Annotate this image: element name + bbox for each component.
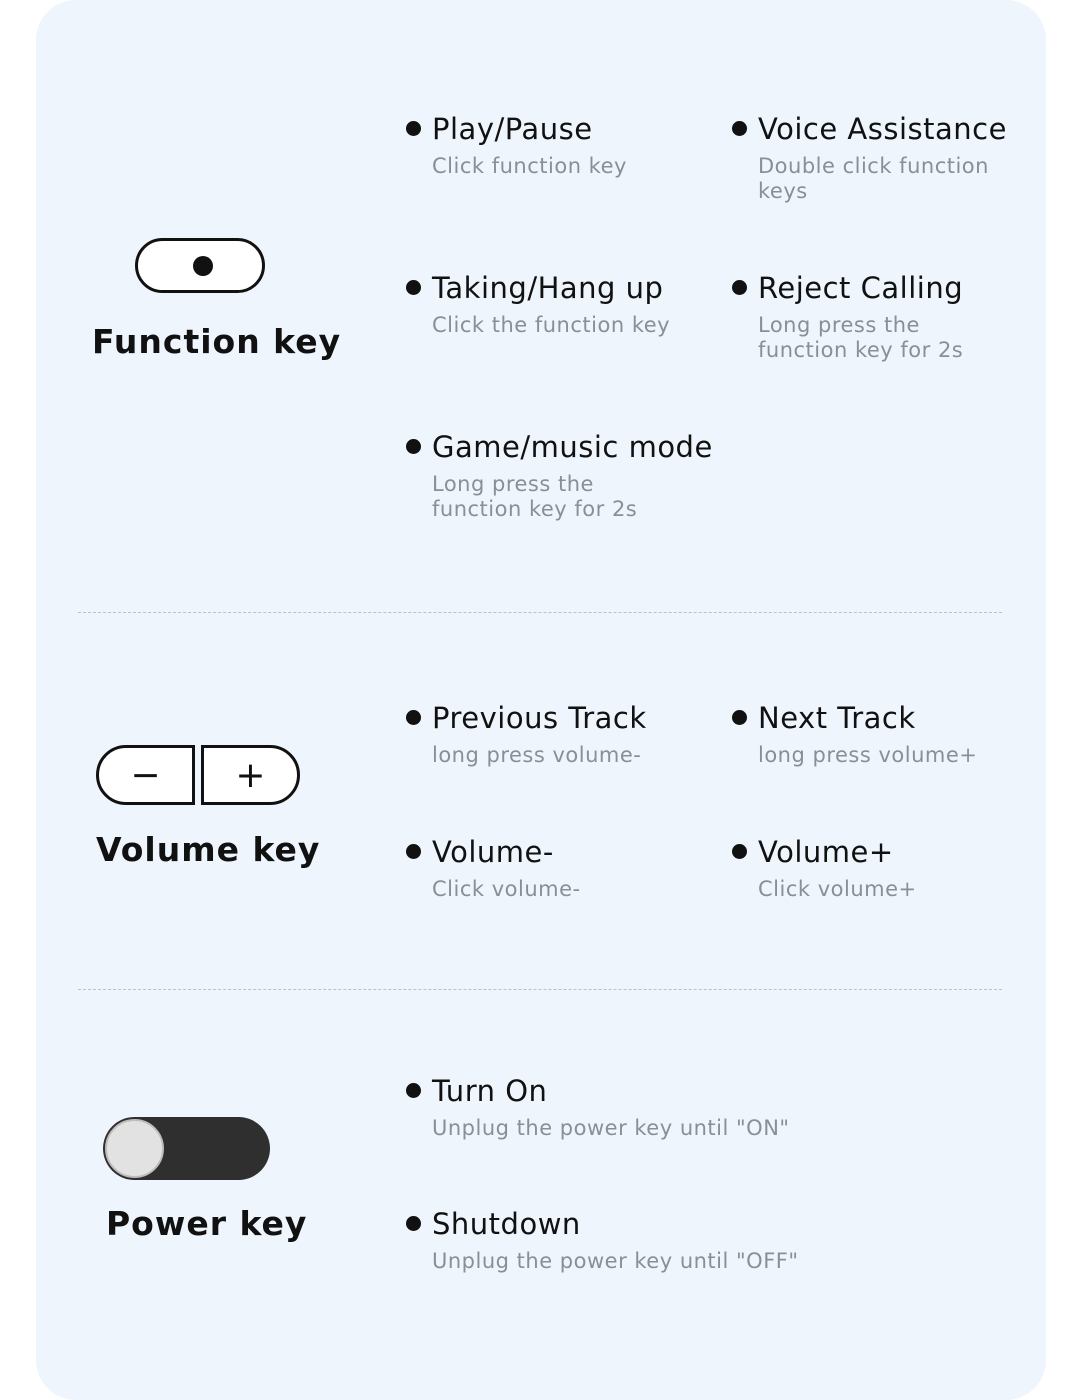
item-title: Next Track — [758, 701, 916, 735]
list-item-previous-track — [406, 701, 647, 768]
item-title: Voice Assistance — [758, 112, 1007, 146]
item-title: Reject Calling — [758, 271, 964, 305]
bullet-icon — [406, 439, 421, 454]
function-key-label: Function key — [92, 322, 342, 361]
volume-key-icon — [96, 745, 300, 805]
bullet-icon — [732, 121, 747, 136]
list-item-turn-on — [406, 1074, 790, 1141]
item-desc: Unplug the power key until "OFF" — [432, 1249, 799, 1273]
bullet-icon — [406, 1216, 421, 1231]
list-item-next-track — [732, 701, 977, 768]
bullet-icon — [406, 121, 421, 136]
instruction-card — [36, 0, 1046, 1400]
bullet-icon — [406, 844, 421, 859]
list-item-volume-up — [732, 835, 917, 902]
list-item-game-music-mode — [406, 430, 713, 522]
item-desc: long press volume- — [432, 743, 642, 767]
list-item-reject-calling — [732, 271, 963, 363]
list-item-voice-assistance — [732, 112, 1007, 204]
item-desc: Long press the function key for 2s — [432, 472, 638, 521]
item-desc: Click function key — [432, 154, 627, 178]
list-item-play-pause — [406, 112, 627, 179]
section-divider — [78, 612, 1002, 613]
item-desc: Unplug the power key until "ON" — [432, 1116, 790, 1140]
item-title: Previous Track — [432, 701, 647, 735]
item-desc: Click volume+ — [758, 877, 917, 901]
item-title: Volume+ — [758, 835, 894, 869]
list-item-volume-down — [406, 835, 581, 902]
item-title: Volume- — [432, 835, 554, 869]
item-title: Play/Pause — [432, 112, 593, 146]
power-key-label: Power key — [106, 1204, 308, 1243]
bullet-icon — [732, 280, 747, 295]
volume-plus-icon: + — [201, 745, 300, 805]
power-toggle-icon — [103, 1117, 270, 1180]
item-desc: Click the function key — [432, 313, 671, 337]
item-title: Shutdown — [432, 1207, 581, 1241]
item-desc: Click volume- — [432, 877, 581, 901]
volume-key-label: Volume key — [96, 830, 321, 869]
bullet-icon — [406, 710, 421, 725]
function-key-dot — [193, 256, 213, 276]
volume-minus-icon: − — [96, 745, 195, 805]
list-item-shutdown — [406, 1207, 799, 1274]
toggle-knob — [105, 1119, 164, 1178]
bullet-icon — [406, 280, 421, 295]
bullet-icon — [732, 844, 747, 859]
item-desc: Long press the function key for 2s — [758, 313, 964, 362]
function-key-icon — [135, 238, 265, 293]
bullet-icon — [732, 710, 747, 725]
bullet-icon — [406, 1083, 421, 1098]
item-desc: long press volume+ — [758, 743, 978, 767]
item-title: Taking/Hang up — [432, 271, 664, 305]
section-divider — [78, 989, 1002, 990]
list-item-taking-hang-up — [406, 271, 670, 338]
item-desc: Double click function keys — [758, 154, 989, 203]
item-title: Turn On — [432, 1074, 548, 1108]
item-title: Game/music mode — [432, 430, 713, 464]
